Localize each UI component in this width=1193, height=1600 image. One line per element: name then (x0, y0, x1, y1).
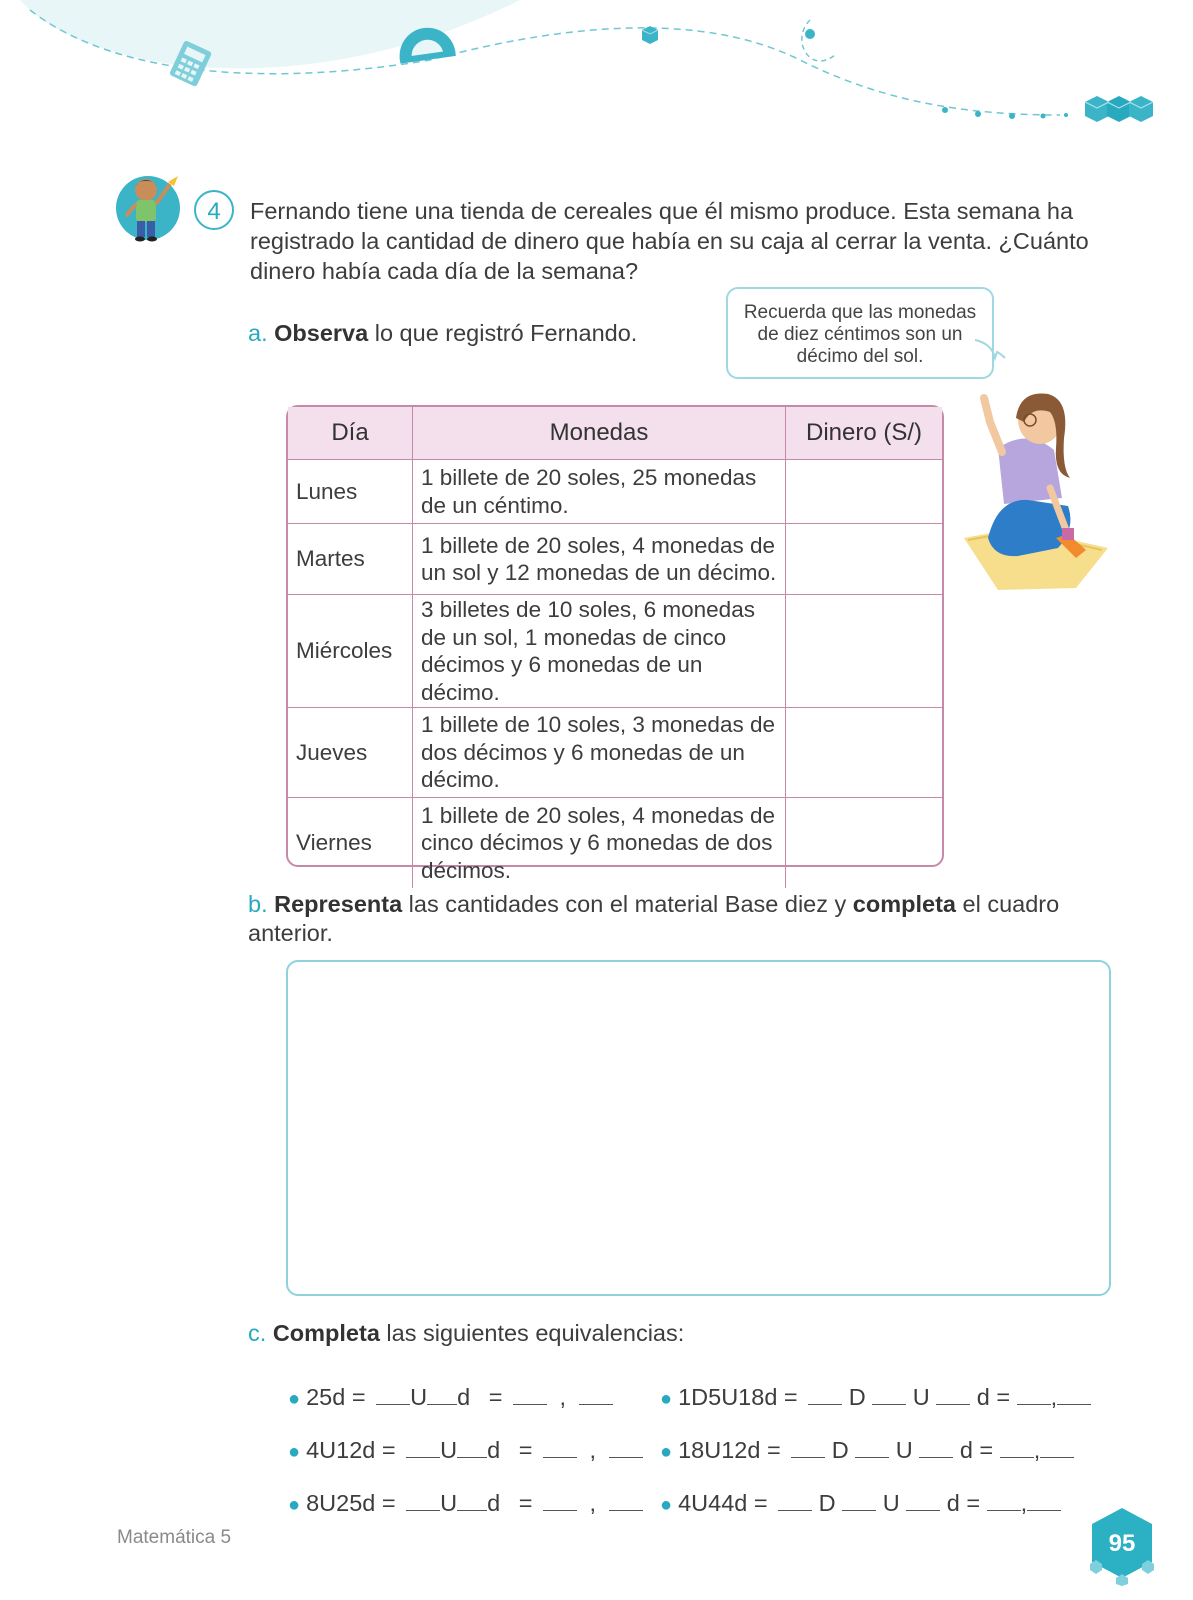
cell-coins: 3 billetes de 10 soles, 6 monedas de un sol, 1 monedas de cinco décimos y 6 monedas de un décimo. (413, 595, 786, 708)
cell-day: Lunes (288, 460, 413, 524)
cell-day: Martes (288, 524, 413, 595)
cell-coins: 1 billete de 10 soles, 3 monedas de dos décimos y 6 monedas de un décimo. (413, 708, 786, 798)
bubble-line-1: Recuerda que las monedas (743, 302, 977, 323)
blank-input[interactable] (376, 1384, 410, 1405)
header-coins: Monedas (413, 407, 786, 460)
bubble-line-2: de diez céntimos son un (757, 324, 963, 345)
book-title: Matemática 5 (117, 1527, 232, 1548)
cell-money-input[interactable] (786, 798, 943, 888)
blank-input[interactable] (808, 1384, 842, 1405)
part-b-verb-1: Representa (274, 891, 403, 917)
blank-input[interactable] (1040, 1437, 1074, 1458)
table-row (288, 798, 942, 888)
cell-day: Jueves (288, 708, 413, 798)
part-b-text-1: las cantidades con el material Base diez y (402, 891, 853, 917)
part-c-letter: c. (248, 1320, 267, 1346)
cell-day: Miércoles (288, 595, 413, 708)
part-a-text: lo que registró Fernando. (368, 320, 638, 346)
part-c-verb: Completa (272, 1320, 380, 1346)
table-row (288, 524, 942, 595)
base-ten-blocks-icon (1085, 96, 1153, 122)
blank-input[interactable] (1027, 1490, 1061, 1511)
header-money: Dinero (S/) (786, 407, 943, 460)
blank-input[interactable] (919, 1437, 953, 1458)
blank-input[interactable] (406, 1490, 440, 1511)
blank-input[interactable] (906, 1490, 940, 1511)
table-row (288, 708, 942, 798)
blank-input[interactable] (987, 1490, 1021, 1511)
part-b-text-2: el cuadro anterior. (248, 891, 1060, 946)
blank-input[interactable] (791, 1437, 825, 1458)
part-a-instruction (248, 318, 637, 348)
cell-coins: 1 billete de 20 soles, 4 monedas de cinco décimos y 6 monedas de dos décimos. (413, 798, 786, 888)
cell-money-input[interactable] (786, 460, 943, 524)
blank-input[interactable] (872, 1384, 906, 1405)
cell-money-input[interactable] (786, 708, 943, 798)
cell-day: Viernes (288, 798, 413, 888)
part-a-letter: a. (248, 320, 268, 346)
cell-coins: 1 billete de 20 soles, 25 monedas de un céntimo. (413, 460, 786, 524)
equivalence-right-1: ● 1D5U18d = D U d = , (660, 1382, 1091, 1414)
blank-input[interactable] (543, 1490, 577, 1511)
header-day: Día (288, 407, 413, 460)
blank-input[interactable] (579, 1384, 613, 1405)
table-row (288, 595, 942, 708)
money-table (286, 405, 944, 883)
girl-illustration (958, 388, 1114, 594)
exercise-number: 4 (194, 190, 234, 230)
blank-input[interactable] (609, 1437, 643, 1458)
part-c-instruction (248, 1318, 684, 1348)
blank-input[interactable] (1000, 1437, 1034, 1458)
blank-input[interactable] (457, 1490, 487, 1511)
part-b-letter: b. (248, 891, 268, 917)
cell-money-input[interactable] (786, 524, 943, 595)
blank-input[interactable] (427, 1384, 457, 1405)
blank-input[interactable] (513, 1384, 547, 1405)
cell-money-input[interactable] (786, 595, 943, 708)
blank-input[interactable] (936, 1384, 970, 1405)
blank-input[interactable] (543, 1437, 577, 1458)
equivalence-left-1: ● 25d = U d = , (288, 1382, 613, 1414)
exercise-statement: Fernando tiene una tienda de cereales que él mismo produce. Esta semana ha registrado la cantidad de dinero que había en su caja al cerrar la venta. ¿Cuánto dinero había cada día de la semana? (250, 198, 1089, 284)
blank-input[interactable] (778, 1490, 812, 1511)
table-header-row (288, 407, 942, 460)
bubble-line-3: décimo del sol. (796, 346, 924, 367)
equivalence-right-3: ● 4U44d = D U d = , (660, 1488, 1061, 1520)
page-number-badge (1086, 1506, 1158, 1586)
blank-input[interactable] (609, 1490, 643, 1511)
part-c-text: las siguientes equivalencias: (379, 1320, 685, 1346)
table-row (288, 460, 942, 524)
equivalence-left-3: ● 8U25d = U d = , (288, 1488, 643, 1520)
part-a-verb: Observa (274, 320, 369, 346)
blank-input[interactable] (842, 1490, 876, 1511)
blank-input[interactable] (457, 1437, 487, 1458)
equivalence-right-2: ● 18U12d = D U d = , (660, 1435, 1074, 1467)
header-decoration (0, 0, 1193, 140)
equivalence-left-2: ● 4U12d = U d = , (288, 1435, 643, 1467)
part-b-instruction (248, 890, 1108, 948)
part-b-verb-2: completa (852, 891, 956, 917)
blank-input[interactable] (1057, 1384, 1091, 1405)
blank-input[interactable] (406, 1437, 440, 1458)
answer-box[interactable] (286, 960, 1111, 1296)
blank-input[interactable] (1017, 1384, 1051, 1405)
page-number: 95 (1108, 1530, 1136, 1557)
cell-coins: 1 billete de 20 soles, 4 monedas de un sol y 12 monedas de un décimo. (413, 524, 786, 595)
speech-bubble (726, 287, 994, 379)
bubble-tail (975, 338, 1015, 372)
boy-illustration (112, 170, 188, 250)
blank-input[interactable] (855, 1437, 889, 1458)
